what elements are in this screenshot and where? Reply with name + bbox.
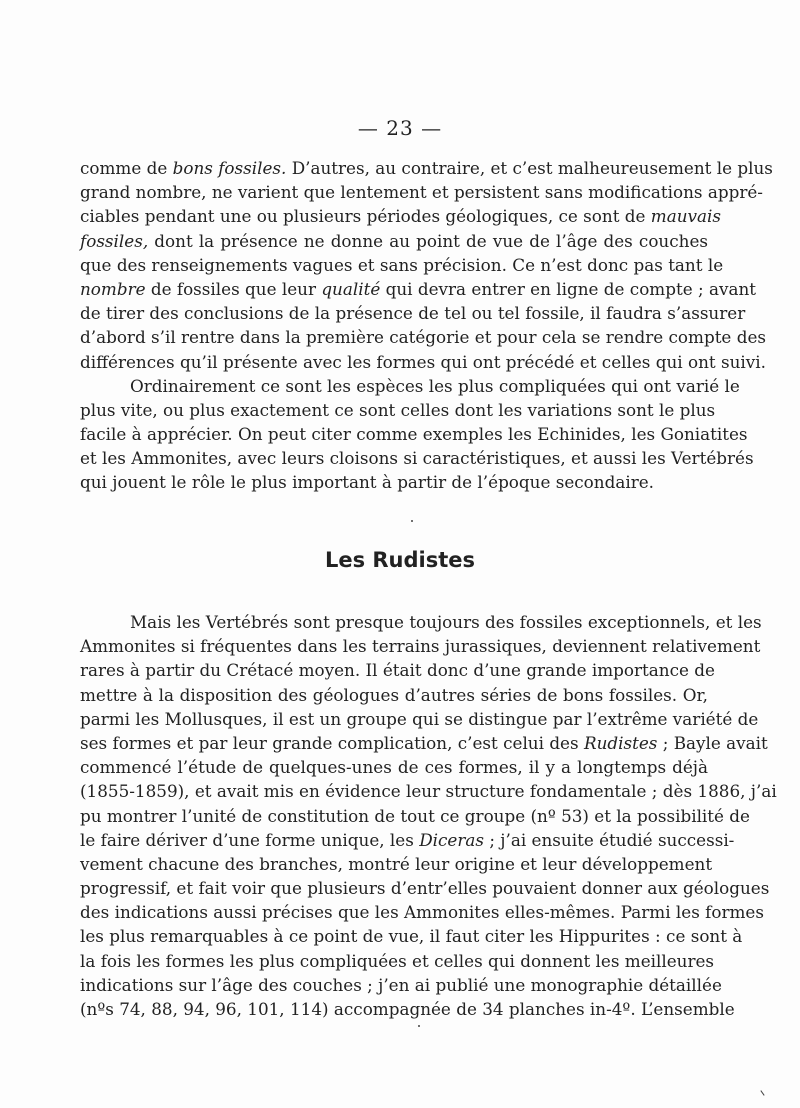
text-line: ciables pendant une ou plusieurs périodes géologiques, ce sont de mauvais (80, 206, 721, 227)
scan-speck (760, 1090, 764, 1095)
text-line: progressif, et fait voir que plusieurs d’entr’elles pouvaient donner aux géologues (80, 878, 770, 899)
text-line: de tirer des conclusions de la présence de tel ou tel fossile, il faudra s’assurer (80, 303, 746, 324)
text-line: pu montrer l’unité de constitution de tout ce groupe (nº 53) et la possibilité de (80, 805, 750, 826)
text-line: la fois les formes les plus compliquées et celles qui donnent les meilleures (80, 950, 715, 971)
text-line: Ammonites si fréquentes dans les terrains jurassiques, deviennent relativement (80, 636, 761, 657)
scan-speck (411, 520, 413, 522)
text-line: plus vite, ou plus exactement ce sont celles dont les variations sont le plus (80, 399, 716, 420)
text-line: Ordinairement ce sont les espèces les plus compliquées qui ont varié le (130, 375, 740, 396)
text-line: et les Ammonites, avec leurs cloisons si caractéristiques, et aussi les Vertébrés (80, 448, 754, 469)
text-line: commencé l’étude de quelques-unes de ces formes, il y a longtemps déjà (80, 757, 708, 778)
text-line: différences qu’il présente avec les formes qui ont précédé et celles qui ont suivi. (80, 351, 766, 372)
text-line: parmi les Mollusques, il est un groupe qui se distingue par l’extrême variété de (80, 708, 759, 729)
text-line: (nºs 74, 88, 94, 96, 101, 114) accompagnée de 34 planches in-4º. L’ensemble (80, 999, 735, 1019)
text-line: fossiles, dont la présence ne donne au point de vue de l’âge des couches (80, 230, 708, 251)
text-line: comme de bons fossiles. D’autres, au contraire, et c’est malheureusement le plus (80, 158, 773, 178)
text-line: des indications aussi précises que les Ammonites elles-mêmes. Parmi les formes (80, 902, 764, 923)
page-number: — 23 — (357, 116, 443, 140)
text-line: mettre à la disposition des géologues d’autres séries de bons fossiles. Or, (80, 684, 708, 705)
text-line: ses formes et par leur grande complication, c’est celui des Rudistes ; Bayle avait (80, 732, 768, 753)
text-line: rares à partir du Crétacé moyen. Il était donc d’une grande importance de (80, 660, 715, 681)
paragraph-fossils (80, 156, 773, 495)
text-line: le faire dériver d’une forme unique, les Diceras ; j’ai ensuite étudié successi- (80, 829, 735, 850)
text-line: que des renseignements vagues et sans précision. Ce n’est donc pas tant le (80, 254, 724, 275)
text-line: grand nombre, ne varient que lentement et persistent sans modifications appré- (80, 182, 763, 203)
paragraph-rudistes (80, 610, 777, 1021)
section-heading: Les Rudistes (324, 548, 476, 572)
text-line: vement chacune des branches, montré leur origine et leur développement (80, 853, 713, 874)
text-line: facile à apprécier. On peut citer comme exemples les Echinides, les Goniatites (80, 424, 748, 445)
text-line: qui jouent le rôle le plus important à partir de l’époque secondaire. (80, 472, 654, 493)
text-line: les plus remarquables à ce point de vue, il faut citer les Hippurites : ce sont à (80, 926, 743, 947)
text-line: nombre de fossiles que leur qualité qui devra entrer en ligne de compte ; avant (80, 278, 756, 299)
scan-speck (418, 1025, 420, 1027)
text-line: indications sur l’âge des couches ; j’en ai publié une monographie détaillée (80, 974, 722, 995)
text-line: d’abord s’il rentre dans la première catégorie et pour cela se rendre compte des (80, 327, 766, 348)
text-line: Mais les Vertébrés sont presque toujours des fossiles exceptionnels, et les (130, 612, 762, 632)
text-line: (1855-1859), et avait mis en évidence leur structure fondamentale ; dès 1886, j’ai (80, 781, 777, 802)
